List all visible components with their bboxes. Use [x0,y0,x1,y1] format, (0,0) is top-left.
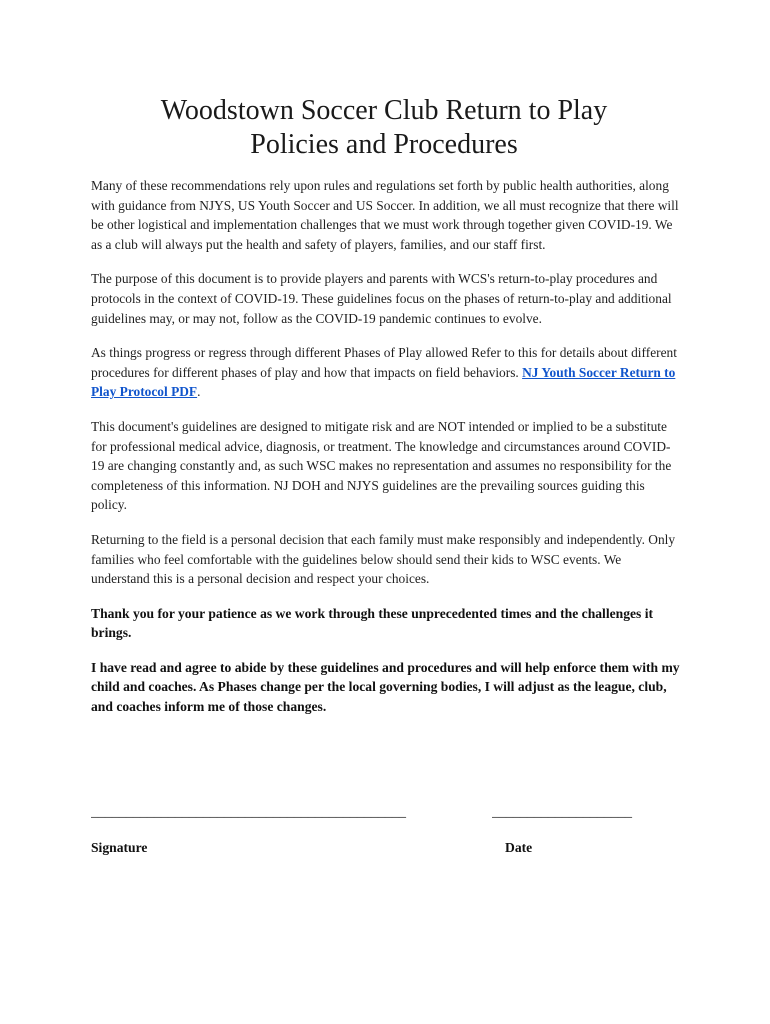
signature-label: Signature [91,840,148,855]
title-line-2: Policies and Procedures [250,129,518,160]
paragraph-intro: Many of these recommendations rely upon rules and regulations set forth by public health authorities, along with guidance from NJYS, US Youth Soccer and US Soccer. In addition, we all must recognize that there will be other logistical and implementation challenges that we must work through together given COVID-19. We as a club will always put the health and safety of players, families, and our staff first. [91,178,679,252]
date-line[interactable]: ____________________ [492,806,632,820]
title-line-1: Woodstown Soccer Club Return to Play [160,95,608,126]
document-body [91,176,681,732]
protocol-pdf-link[interactable]: NJ Youth Soccer Return to Play Protocol PDF [91,364,676,400]
date-label: Date [505,840,533,855]
thank-you-statement: Thank you for your patience as we work through these unprecedented times and the challenges it brings. [91,605,654,641]
page-title [90,94,678,162]
paragraph-disclaimer: This document's guidelines are designed to mitigate risk and are NOT intended or implied to be a substitute for professional medical advice, diagnosis, or treatment. The knowledge and circumstances around COVID-19 are changing constantly and, as such WSC makes no representation and assumes no responsibility for the completeness of this information. NJ DOH and NJYS guidelines are the prevailing sources guiding this policy. [91,418,672,513]
paragraph-purpose: The purpose of this document is to provide players and parents with WCS's return-to-play procedures and protocols in the context of COVID-19. These guidelines focus on the phases of return-to-play and additional guidelines may, or may not, follow as the COVID-19 pandemic continues to evolve. [91,271,672,326]
agreement-statement: I have read and agree to abide by these guidelines and procedures and will help enforce them with my child and coaches. As Phases change per the local governing bodies, I will adjust as the league, club, and coaches inform me of those changes. [91,659,680,715]
paragraph-phases [91,343,681,402]
paragraph-personal-decision: Returning to the field is a personal decision that each family must make responsibly and independently. Only families who feel comfortable with the guidelines below should send their kids to WSC events. We understand this is a personal decision and respect your choices. [91,531,676,587]
link-suffix: . [197,384,201,400]
signature-line[interactable]: _____________________________________________ [91,806,406,820]
paragraph-phases-text: As things progress or regress through different Phases of Play allowed Refer to this for details about different procedures for different phases of play and how that impacts on field behaviors. [91,345,677,380]
